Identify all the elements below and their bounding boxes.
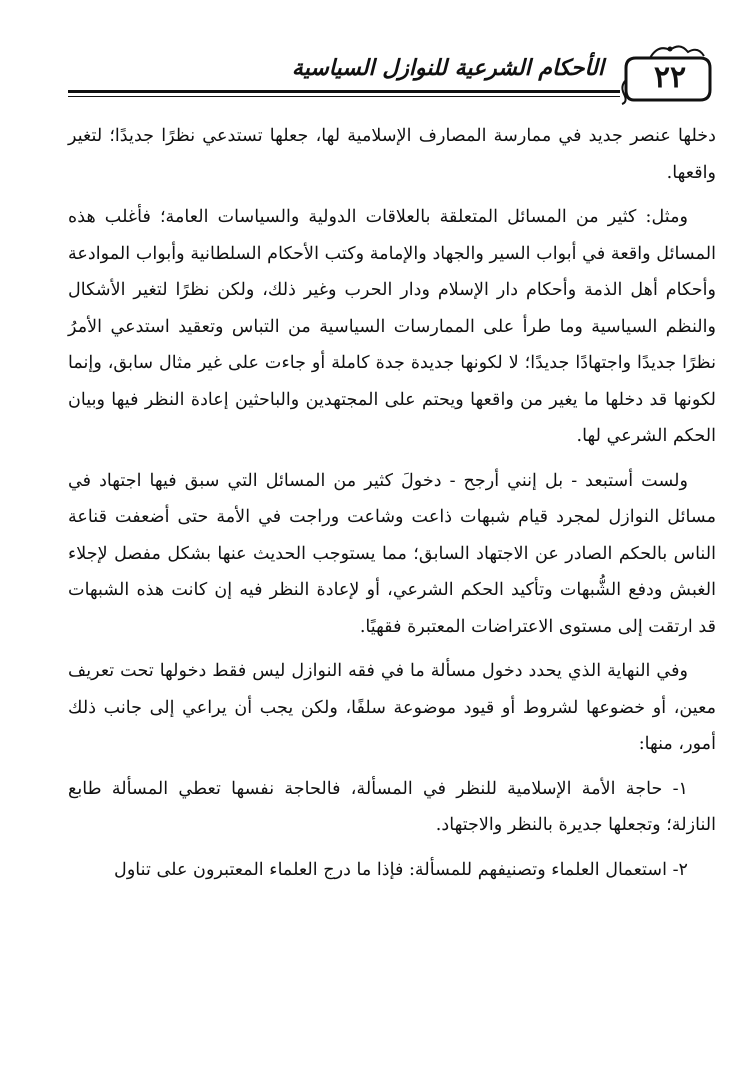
list-item: ١- حاجة الأمة الإسلامية للنظر في المسألة، فالحاجة نفسها تعطي المسألة طابع النازلة؛ وتجعلها جديرة بالنظر والاجتهاد. — [68, 778, 716, 835]
header-rule-thin — [68, 96, 620, 97]
page-body — [68, 118, 716, 888]
header-rule-thick — [68, 90, 620, 93]
paragraph: وفي النهاية الذي يحدد دخول مسألة ما في فقه النوازل ليس فقط دخولها تحت تعريف معين، أو خضوعها لشروط أو قيود موضوعة سلفًا، ولكن يجب أن يراعي إلى جانب ذلك أمور، منها: — [68, 661, 716, 754]
page-number: ٢٢ — [653, 59, 687, 95]
paragraph: ولست أستبعد - بل إنني أرجح - دخولَ كثير من المسائل التي سبق فيها اجتهاد في مسائل النوازل لمجرد قيام شبهات ذاعت وشاعت وراجت في الأمة حتى أضعفت قناعة الناس بالحكم الصادر عن الاجتهاد السابق؛ مما يستوجب الحديث عنها بشكل مفصل لإجلاء الغبش ودفع الشُّبهات وتأكيد الحكم الشرعي، أو لإعادة النظر فيه إن كانت هذه الشبهات قد ارتقت إلى مستوى الاعتراضات المعتبرة فقهيًا. — [68, 470, 716, 637]
list-item: ٢- استعمال العلماء وتصنيفهم للمسألة: فإذا ما درج العلماء المعتبرون على تناول — [114, 859, 688, 880]
page-header — [68, 40, 716, 106]
paragraph-continuation: دخلها عنصر جديد في ممارسة المصارف الإسلامية لها، جعلها تستدعي نظرًا جديدًا؛ لتغير واقعها. — [68, 126, 716, 183]
running-title: الأحكام الشرعية للنوازل السياسية — [291, 55, 604, 81]
paragraph: ومثل: كثير من المسائل المتعلقة بالعلاقات الدولية والسياسات العامة؛ فأغلب هذه المسائل واقعة في أبواب السير والجهاد والإمامة وكتب الأحكام السلطانية وأبواب الموادعة وأحكام أهل الذمة وأحكام دار الإسلام ودار الحرب وغير ذلك، ولكن نظرًا لتغير الأشكال والنظم السياسية وما طرأ على الممارسات السياسية من التباس وتعقيد استدعي الأمرُ نظرًا جديدًا واجتهادًا جديدًا؛ لا لكونها جديدة جدة كاملة أو جاءت على غير مثال سابق، وإنما لكونها قد دخلها ما يغير من واقعها ويحتم على المجتهدين والباحثين إعادة النظر فيها وبيان الحكم الشرعي لها. — [68, 207, 716, 446]
